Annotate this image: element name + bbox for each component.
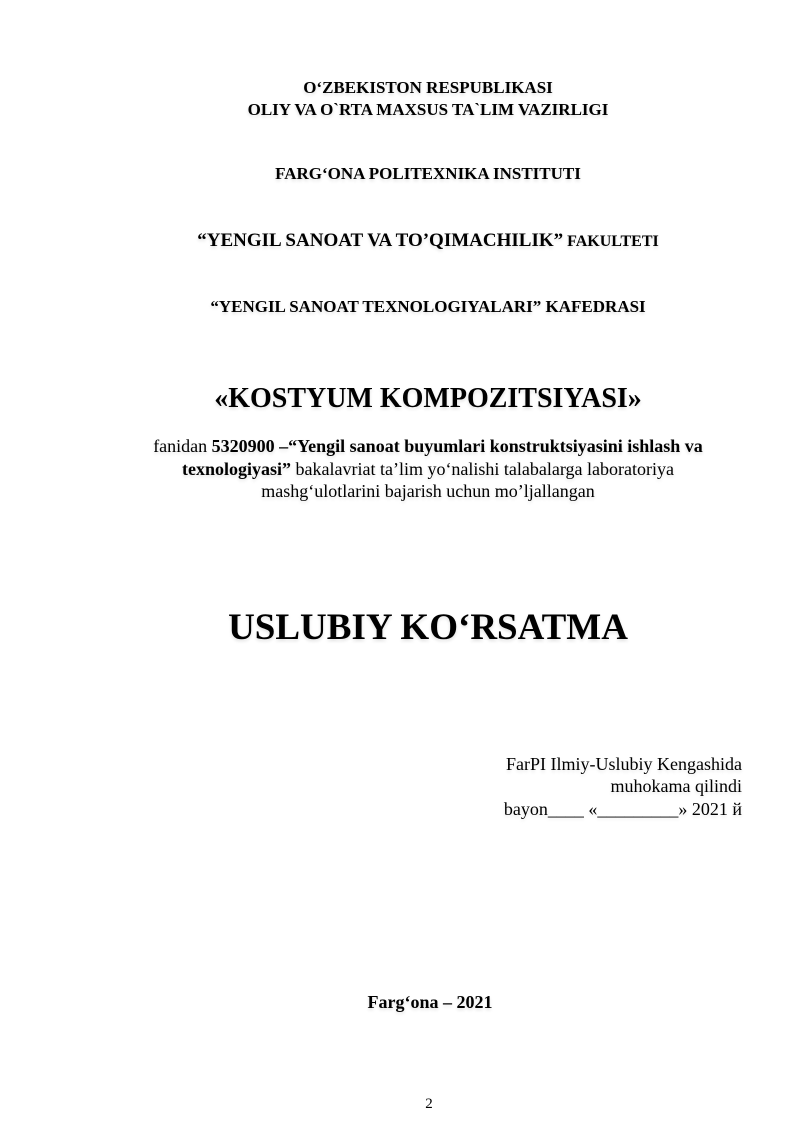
approval-line-1: FarPI Ilmiy-Uslubiy Kengashida [506,754,742,774]
approval-line-2: muhokama qilindi [610,776,742,796]
city-year: Farg‘ona – 2021 [367,992,493,1012]
faculty-suffix: FAKULTETI [563,233,659,250]
subject-description-line-2 [28,459,800,480]
desc-code-2: texnologiyasi” [181,459,291,479]
republic-heading: O‘ZBEKISTON RESPUBLIKASI [303,78,553,97]
desc-rest-1: bakalavriat ta’lim yo‘nalishi talabalarga laboratoriya [291,459,675,479]
desc-code: 5320900 –“Yengil sanoat buyumlari konstruktsiyasini ishlash va [211,436,703,456]
page-number: 2 [425,1096,433,1112]
subject-description-line-3: mashg‘ulotlarini bajarish uchun mo’ljallangan [261,481,595,501]
subject-title: «KOSTYUM KOMPOZITSIYASI» [214,383,642,414]
main-title: USLUBIY KO‘RSATMA [228,607,628,648]
approval-line-3: bayon____ «_________» 2021 й [503,799,742,819]
faculty-name: “YENGIL SANOAT VA TO’QIMACHILIK” [197,230,564,251]
faculty-heading [28,230,800,252]
desc-prefix: fanidan [153,436,212,456]
subject-description-line-1 [28,436,800,457]
ministry-heading: OLIY VA O`RTA MAXSUS TA`LIM VAZIRLIGI [247,100,609,119]
institute-heading: FARG‘ONA POLITEXNIKA INSTITUTI [275,164,581,183]
kafedra-heading: “YENGIL SANOAT TEXNOLOGIYALARI” KAFEDRASI [210,297,646,316]
